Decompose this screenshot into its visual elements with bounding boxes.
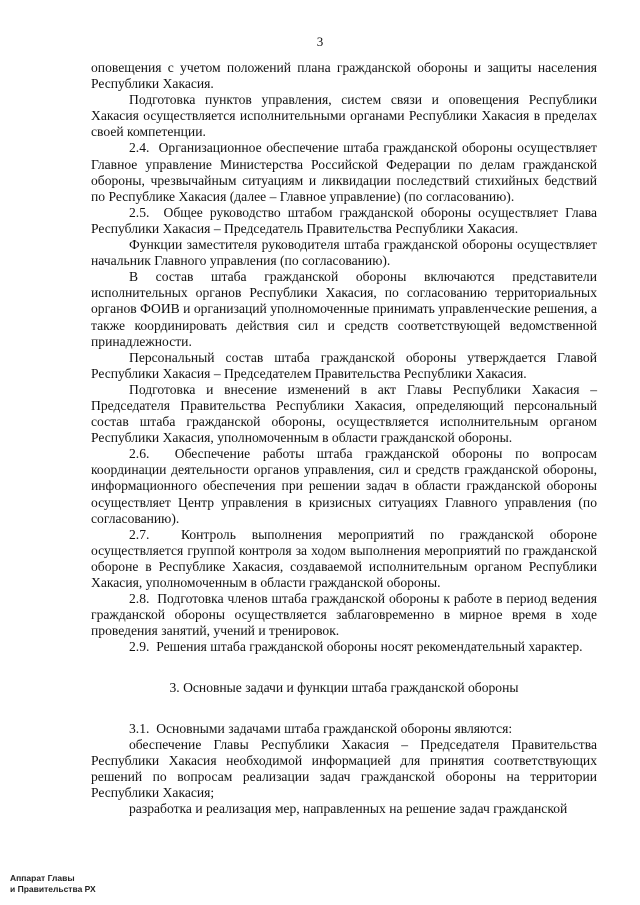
section-heading: 3. Основные задачи и функции штаба гражданской обороны [169, 680, 519, 696]
paragraph: Функции заместителя руководителя штаба гражданской обороны осуществляет начальник Главного управления (по согласованию). [91, 237, 597, 269]
paragraph: 3.1. Основными задачами штаба гражданской обороны являются: [129, 720, 513, 736]
paragraph: Персональный состав штаба гражданской обороны утверждается Главой Республики Хакасия – Председателем Правительства Республики Хакасия. [91, 349, 597, 381]
paragraph: В состав штаба гражданской обороны включаются представители исполнительных органов Республики Хакасия, по согласованию территориальных органов ФОИВ и организаций уполномоченные принимать управленческие решения, а также координировать действия сил и средств соответствующей ведомственной принадлежности. [91, 269, 597, 349]
paragraph: 2.4. Организационное обеспечение штаба гражданской обороны осуществляет Главное управление Министерства Российской Федерации по делам гражданской обороны, чрезвычайным ситуациям и ликвидации последствий стихийных бедствий по Республике Хакасия (далее – Главное управление) (по согласованию). [91, 140, 597, 204]
paragraph: Подготовка пунктов управления, систем связи и оповещения Республики Хакасия осуществляется исполнительными органами Республики Хакасия в пределах своей компетенции. [91, 92, 597, 140]
section-3-text [91, 721, 597, 818]
paragraph: 2.7. Контроль выполнения мероприятий по гражданской обороне осуществляется группой контроля за ходом выполнения мероприятий по гражданской обороне в Республике Хакасия, создаваемой исполнительным органом Республики Хакасия, уполномоченным в области гражданской обороны. [91, 526, 597, 590]
document-body [91, 60, 597, 817]
paragraph: разработка и реализация мер, направленных на решение задач гражданской [129, 801, 568, 817]
paragraph: 2.5. Общее руководство штабом гражданской обороны осуществляет Глава Республики Хакасия – Председатель Правительства Республики Хакасия. [91, 204, 597, 236]
page-number: 3 [316, 34, 324, 49]
paragraph: 2.6. Обеспечение работы штаба гражданской обороны по вопросам координации деятельности органов управления, сил и средств гражданской обороны, информационного обеспечения при решении задач в области гражданской обороны осуществляет Центр управления в кризисных ситуациях Главного управления (по согласованию). [91, 446, 597, 526]
paragraph: 2.8. Подготовка членов штаба гражданской обороны к работе в период ведения гражданской обороны осуществляется заблаговременно в мирное время в ходе проведения занятий, учений и тренировок. [91, 591, 597, 639]
paragraph: обеспечение Главы Республики Хакасия – Председателя Правительства Республики Хакасия необходимой информацией для принятия соответствующих решений по вопросам реализации задач гражданской обороны на территории Республики Хакасия; [91, 736, 597, 800]
paragraph: оповещения с учетом положений плана гражданской обороны и защиты населения Республики Хакасия. [91, 60, 597, 92]
paragraph: Подготовка и внесение изменений в акт Главы Республики Хакасия – Председателя Правительства Республики Хакасия, определяющий персональный состав штаба гражданской обороны, осуществляется исполнительным органом Республики Хакасия, уполномоченным в области гражданской обороны. [91, 381, 597, 446]
stamp-line-2: и Правительства РХ [10, 884, 96, 894]
stamp-line-1: Аппарат Главы [10, 873, 75, 883]
paragraph: 2.9. Решения штаба гражданской обороны носят рекомендательный характер. [129, 639, 583, 655]
section-2-text [91, 60, 597, 655]
office-stamp [10, 873, 130, 895]
